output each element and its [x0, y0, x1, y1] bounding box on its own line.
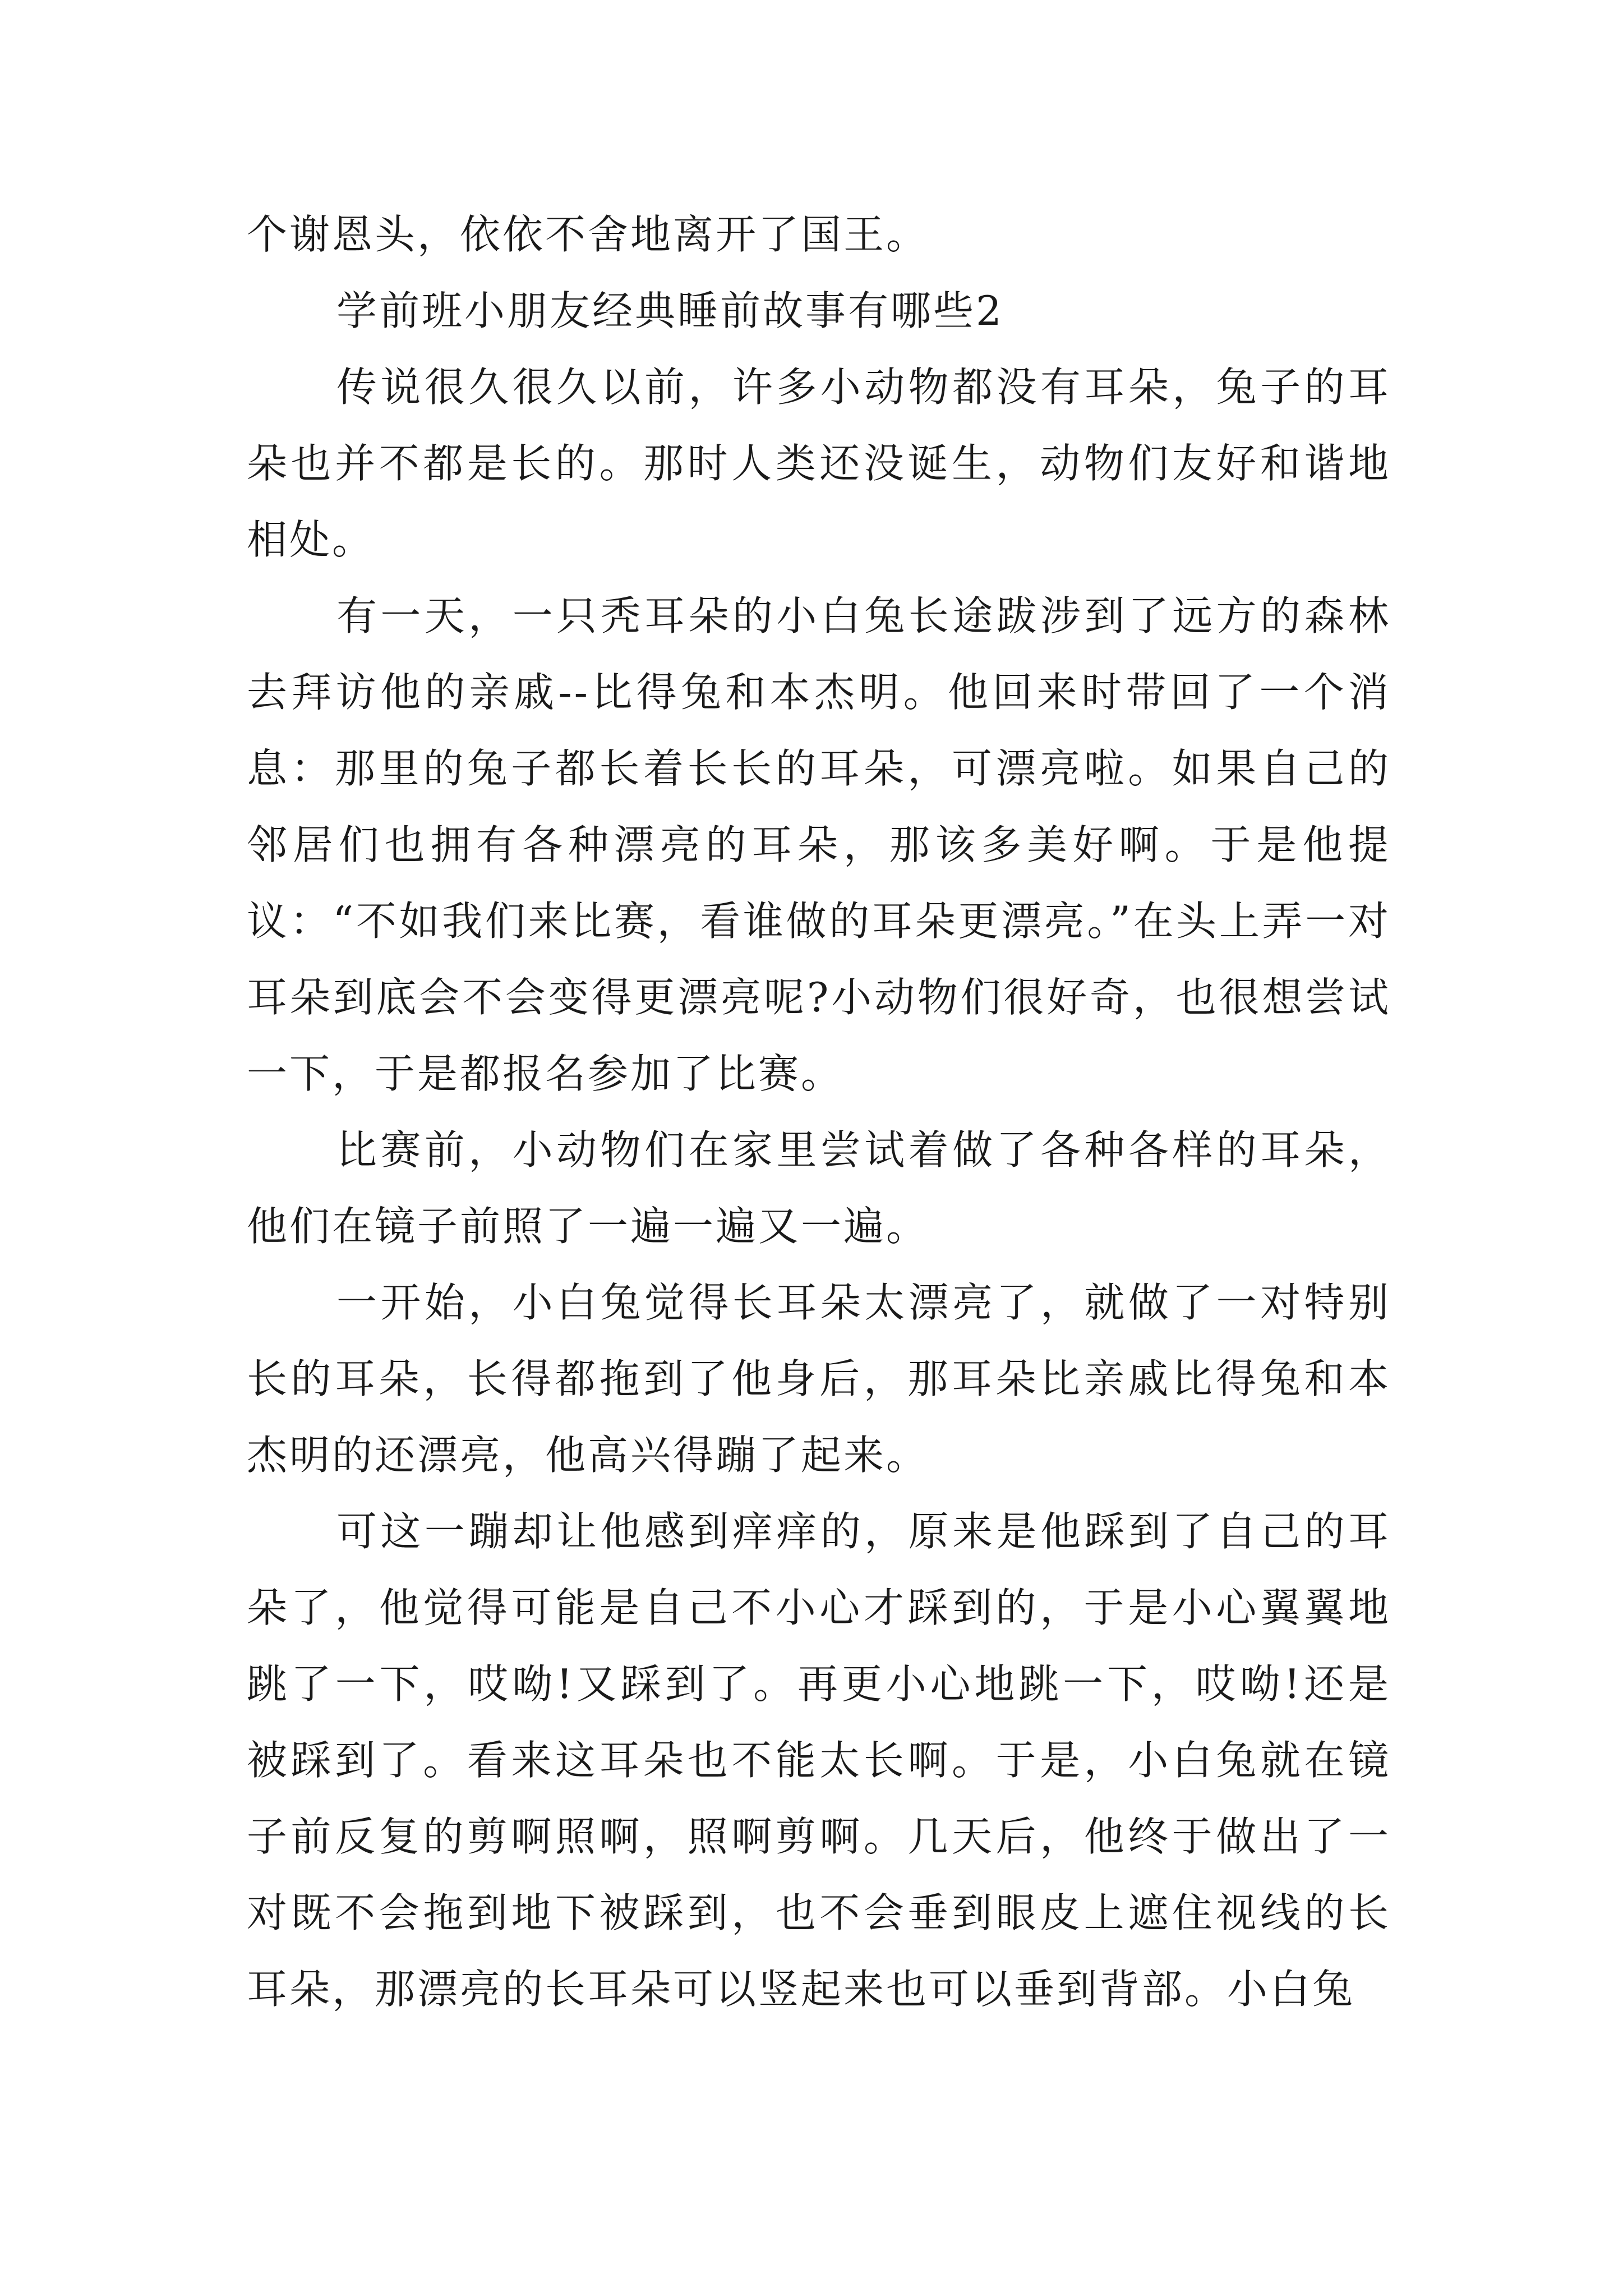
paragraph: 可这一蹦却让他感到痒痒的，原来是他踩到了自己的耳朵了，他觉得可能是自己不小心才踩到的，于是小心翼翼地跳了一下，哎呦!又踩到了。再更小心地跳一下，哎呦!还是被踩到了。看来这耳朵也不能太长啊。于是，小白兔就在镜子前反复的剪啊照啊，照啊剪啊。几天后，他终于做出了一对既不会拖到地下被踩到，也不会垂到眼皮上遮住视线的长耳朵，那漂亮的长耳朵可以竖起来也可以垂到背部。小白兔 [247, 1508, 1391, 2013]
section-heading: 学前班小朋友经典睡前故事有哪些2 [336, 287, 1004, 334]
paragraph-continuation: 个谢恩头，依依不舍地离开了国王。 [247, 211, 929, 258]
paragraph: 比赛前，小动物们在家里尝试着做了各种各样的耳朵，他们在镜子前照了一遍一遍又一遍。 [247, 1126, 1391, 1250]
paragraph: 传说很久很久以前，许多小动物都没有耳朵，兔子的耳朵也并不都是长的。那时人类还没诞生，动物们友好和谐地相处。 [247, 364, 1391, 563]
paragraph: 一开始，小白兔觉得长耳朵太漂亮了，就做了一对特别长的耳朵，长得都拖到了他身后，那耳朵比亲戚比得兔和本杰明的还漂亮，他高兴得蹦了起来。 [247, 1279, 1391, 1479]
paragraph: 有一天，一只秃耳朵的小白兔长途跋涉到了远方的森林去拜访他的亲戚--比得兔和本杰明。他回来时带回了一个消息：那里的兔子都长着长长的耳朵，可漂亮啦。如果自己的邻居们也拥有各种漂亮的耳朵，那该多美好啊。于是他提议：“不如我们来比赛，看谁做的耳朵更漂亮。”在头上弄一对耳朵到底会不会变得更漂亮呢?小动物们很好奇，也很想尝试一下，于是都报名参加了比赛。 [247, 592, 1391, 1097]
document-body [247, 196, 1391, 2027]
